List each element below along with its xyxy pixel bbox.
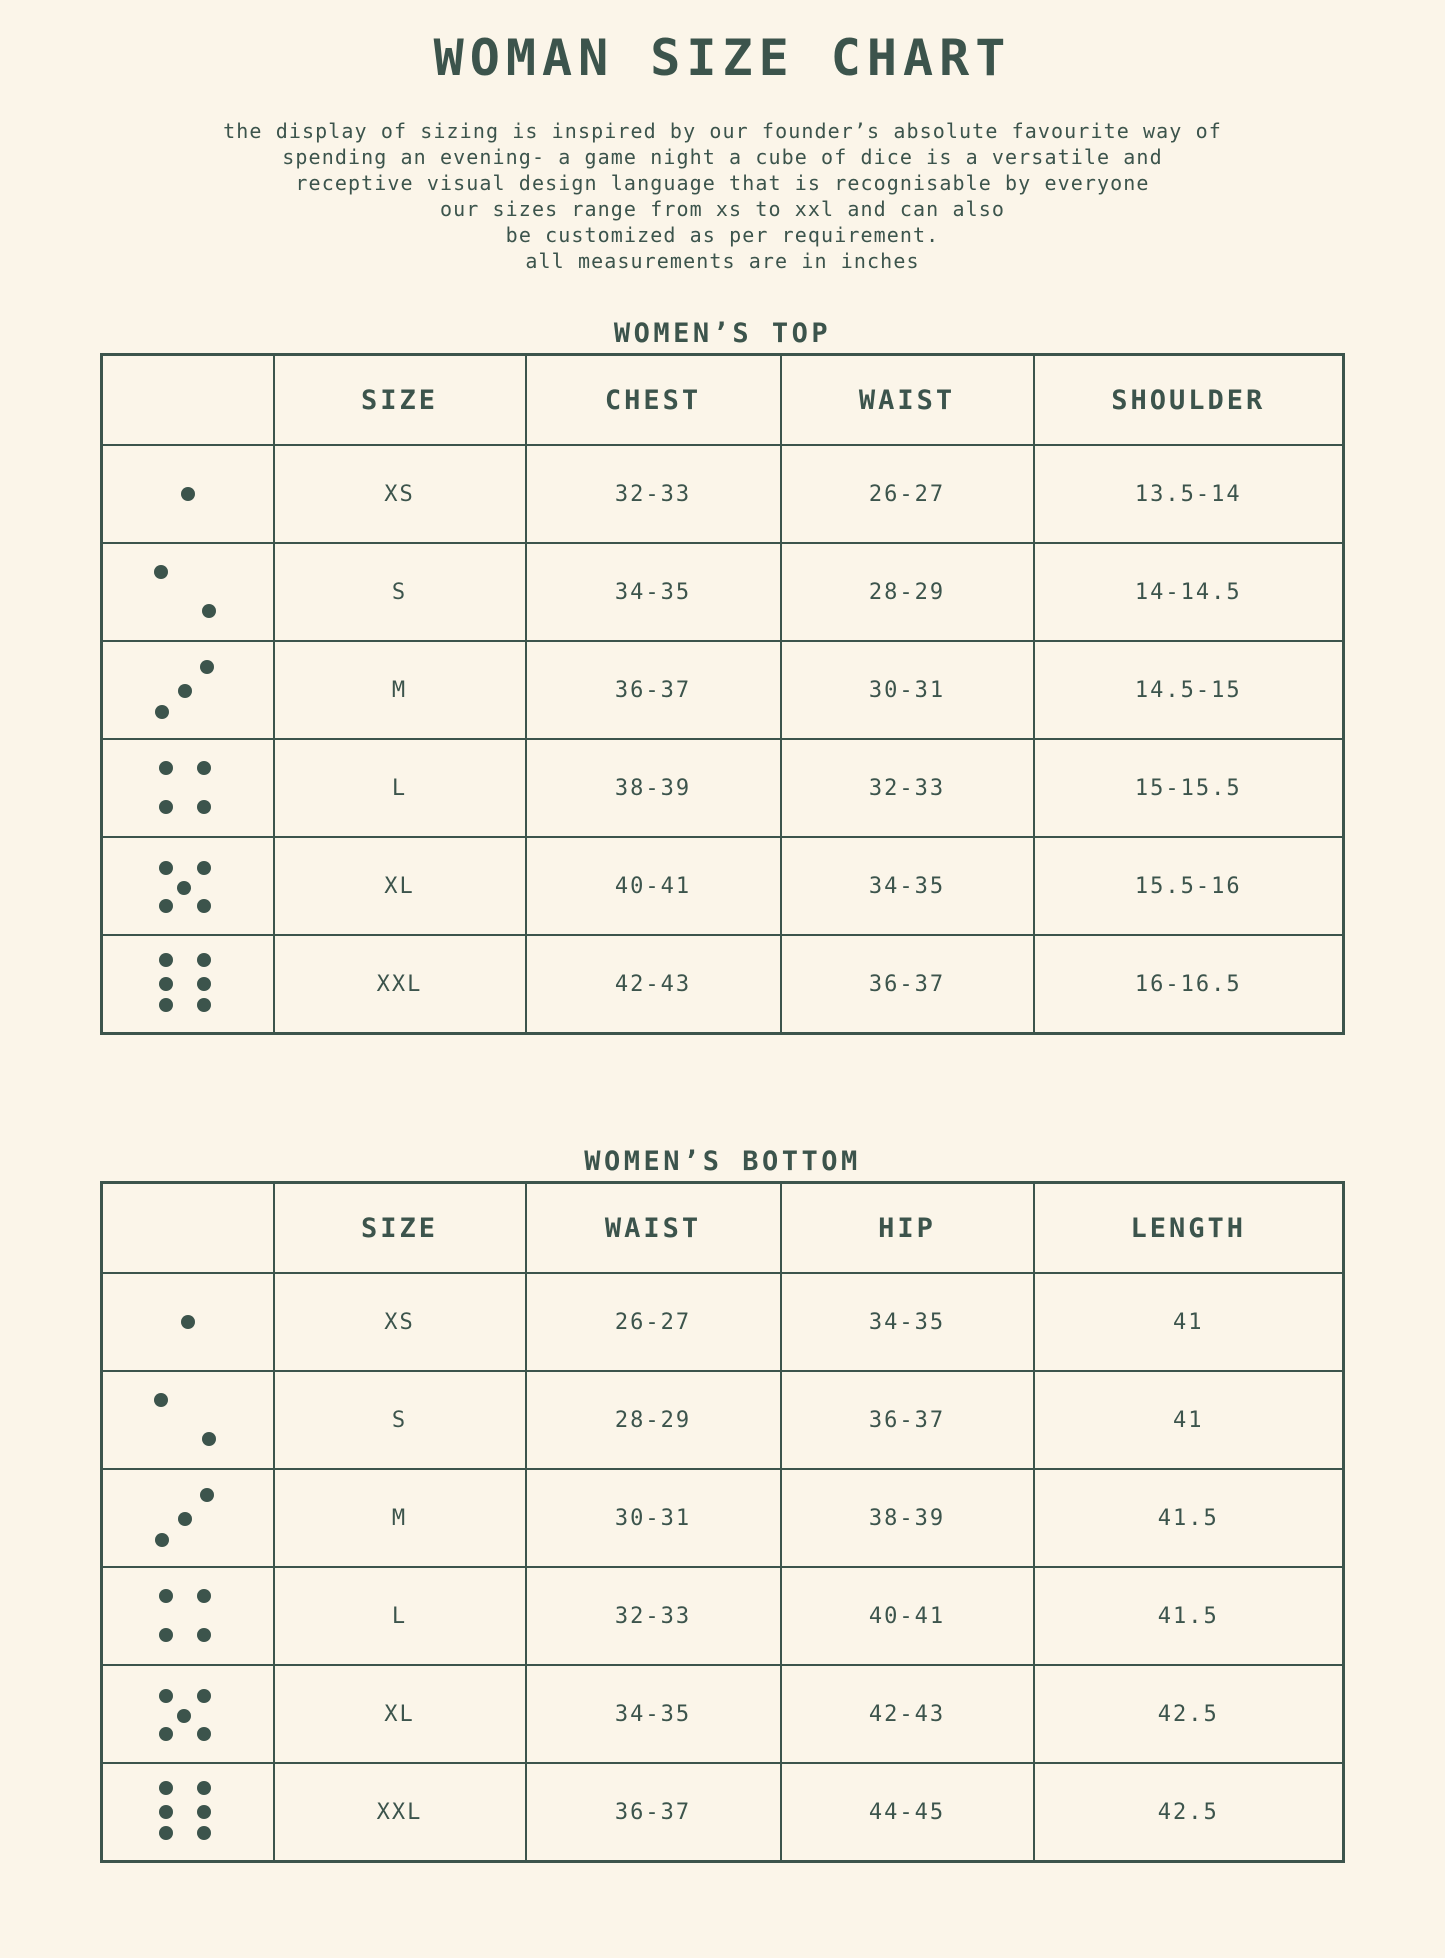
size-cell: S (274, 543, 526, 641)
dice-dot (202, 604, 216, 618)
dice-dot (159, 1727, 173, 1741)
measurement-cell: 30-31 (526, 1469, 781, 1567)
column-header-size: SIZE (274, 355, 526, 446)
intro-line: our sizes range from xs to xxl and can also (439, 197, 1006, 221)
dice-dot (159, 1689, 173, 1703)
measurement-cell: 42.5 (1034, 1763, 1344, 1862)
measurement-cell: 34-35 (781, 1273, 1034, 1371)
intro-line: all measurements are in inches (525, 249, 920, 273)
dice-dot (197, 977, 211, 991)
dice-3-icon (102, 641, 274, 739)
womens-bottom-header (102, 1183, 1344, 1274)
measurement-cell: 34-35 (526, 543, 781, 641)
table-row-m (102, 1469, 1344, 1567)
column-header-waist: WAIST (526, 1183, 781, 1274)
dice-dot (202, 1432, 216, 1446)
size-cell: XXL (274, 1763, 526, 1862)
dice-dot (159, 1805, 173, 1819)
womens-bottom-title: WOMEN’S BOTTOM (584, 1146, 861, 1177)
dice-dot (159, 761, 173, 775)
measurement-cell: 40-41 (781, 1567, 1034, 1665)
measurement-cell: 36-37 (526, 641, 781, 739)
header-row (102, 355, 1344, 446)
table-row-xxl (102, 935, 1344, 1034)
intro-line: the display of sizing is inspired by our founder’s absolute favourite way of (223, 119, 1222, 143)
page-title: WOMAN SIZE CHART (433, 29, 1012, 87)
womens-top-header (102, 355, 1344, 446)
dice-6-icon (102, 1763, 274, 1862)
intro-line: receptive visual design language that is recognisable by everyone (295, 171, 1150, 195)
dice-dot (181, 487, 195, 501)
table-row-xl (102, 837, 1344, 935)
dice-dot (197, 953, 211, 967)
measurement-cell: 38-39 (526, 739, 781, 837)
size-cell: XS (274, 445, 526, 543)
measurement-cell: 38-39 (781, 1469, 1034, 1567)
table-row-xs (102, 445, 1344, 543)
dice-dot (197, 1628, 211, 1642)
dice-column-header (102, 1183, 274, 1274)
dice-dot (159, 998, 173, 1012)
dice-dot (197, 1805, 211, 1819)
measurement-cell: 15-15.5 (1034, 739, 1344, 837)
dice-dot (197, 1781, 211, 1795)
dice-dot (197, 800, 211, 814)
dice-dot (200, 1488, 214, 1502)
dice-dot (159, 1589, 173, 1603)
dice-4-icon (102, 739, 274, 837)
table-row-m (102, 641, 1344, 739)
womens-bottom-body (102, 1273, 1344, 1862)
measurement-cell: 42-43 (526, 935, 781, 1034)
dice-dot (154, 565, 168, 579)
dice-dot (155, 705, 169, 719)
measurement-cell: 34-35 (781, 837, 1034, 935)
measurement-cell: 28-29 (526, 1371, 781, 1469)
intro-line: be customized as per requirement. (505, 223, 940, 247)
dice-dot (197, 998, 211, 1012)
dice-dot (197, 899, 211, 913)
measurement-cell: 14-14.5 (1034, 543, 1344, 641)
table-row-s (102, 543, 1344, 641)
size-cell: XL (274, 837, 526, 935)
womens-top-table (100, 353, 1345, 1035)
measurement-cell: 26-27 (526, 1273, 781, 1371)
column-header-length: LENGTH (1034, 1183, 1344, 1274)
size-cell: M (274, 1469, 526, 1567)
dice-dot (159, 899, 173, 913)
size-cell: XS (274, 1273, 526, 1371)
measurement-cell: 36-37 (781, 1371, 1034, 1469)
dice-dot (197, 1589, 211, 1603)
column-header-chest: CHEST (526, 355, 781, 446)
intro-text (0, 118, 1445, 274)
measurement-cell: 41 (1034, 1273, 1344, 1371)
dice-dot (178, 684, 192, 698)
dice-dot (197, 1826, 211, 1840)
dice-dot (177, 881, 191, 895)
header-row (102, 1183, 1344, 1274)
dice-dot (197, 861, 211, 875)
measurement-cell: 41 (1034, 1371, 1344, 1469)
size-cell: M (274, 641, 526, 739)
measurement-cell: 30-31 (781, 641, 1034, 739)
measurement-cell: 44-45 (781, 1763, 1034, 1862)
dice-dot (159, 1826, 173, 1840)
womens-bottom-table (100, 1181, 1345, 1863)
womens-top-title: WOMEN’S TOP (613, 318, 832, 349)
dice-dot (178, 1512, 192, 1526)
column-header-waist: WAIST (781, 355, 1034, 446)
dice-dot (159, 953, 173, 967)
column-header-size: SIZE (274, 1183, 526, 1274)
dice-2-icon (102, 543, 274, 641)
dice-5-icon (102, 1665, 274, 1763)
dice-dot (159, 1628, 173, 1642)
measurement-cell: 40-41 (526, 837, 781, 935)
dice-dot (197, 761, 211, 775)
measurement-cell: 34-35 (526, 1665, 781, 1763)
dice-1-icon (102, 445, 274, 543)
measurement-cell: 32-33 (781, 739, 1034, 837)
dice-dot (197, 1689, 211, 1703)
size-cell: L (274, 739, 526, 837)
dice-dot (159, 800, 173, 814)
measurement-cell: 16-16.5 (1034, 935, 1344, 1034)
measurement-cell: 32-33 (526, 445, 781, 543)
dice-dot (200, 660, 214, 674)
dice-dot (155, 1533, 169, 1547)
dice-column-header (102, 355, 274, 446)
dice-4-icon (102, 1567, 274, 1665)
dice-dot (159, 977, 173, 991)
dice-dot (159, 1781, 173, 1795)
dice-dot (154, 1393, 168, 1407)
dice-dot (197, 1727, 211, 1741)
measurement-cell: 36-37 (781, 935, 1034, 1034)
table-row-xxl (102, 1763, 1344, 1862)
size-cell: S (274, 1371, 526, 1469)
measurement-cell: 14.5-15 (1034, 641, 1344, 739)
table-row-xl (102, 1665, 1344, 1763)
table-row-s (102, 1371, 1344, 1469)
table-row-l (102, 739, 1344, 837)
measurement-cell: 41.5 (1034, 1469, 1344, 1567)
table-row-l (102, 1567, 1344, 1665)
table-row-xs (102, 1273, 1344, 1371)
size-cell: XL (274, 1665, 526, 1763)
size-cell: XXL (274, 935, 526, 1034)
measurement-cell: 28-29 (781, 543, 1034, 641)
measurement-cell: 13.5-14 (1034, 445, 1344, 543)
measurement-cell: 42-43 (781, 1665, 1034, 1763)
dice-5-icon (102, 837, 274, 935)
dice-6-icon (102, 935, 274, 1034)
measurement-cell: 15.5-16 (1034, 837, 1344, 935)
measurement-cell: 41.5 (1034, 1567, 1344, 1665)
dice-dot (177, 1709, 191, 1723)
dice-dot (181, 1315, 195, 1329)
dice-3-icon (102, 1469, 274, 1567)
size-cell: L (274, 1567, 526, 1665)
measurement-cell: 42.5 (1034, 1665, 1344, 1763)
dice-1-icon (102, 1273, 274, 1371)
column-header-shoulder: SHOULDER (1034, 355, 1344, 446)
measurement-cell: 32-33 (526, 1567, 781, 1665)
measurement-cell: 36-37 (526, 1763, 781, 1862)
measurement-cell: 26-27 (781, 445, 1034, 543)
womens-top-body (102, 445, 1344, 1034)
column-header-hip: HIP (781, 1183, 1034, 1274)
intro-line: spending an evening- a game night a cube of dice is a versatile and (282, 145, 1163, 169)
dice-2-icon (102, 1371, 274, 1469)
dice-dot (159, 861, 173, 875)
